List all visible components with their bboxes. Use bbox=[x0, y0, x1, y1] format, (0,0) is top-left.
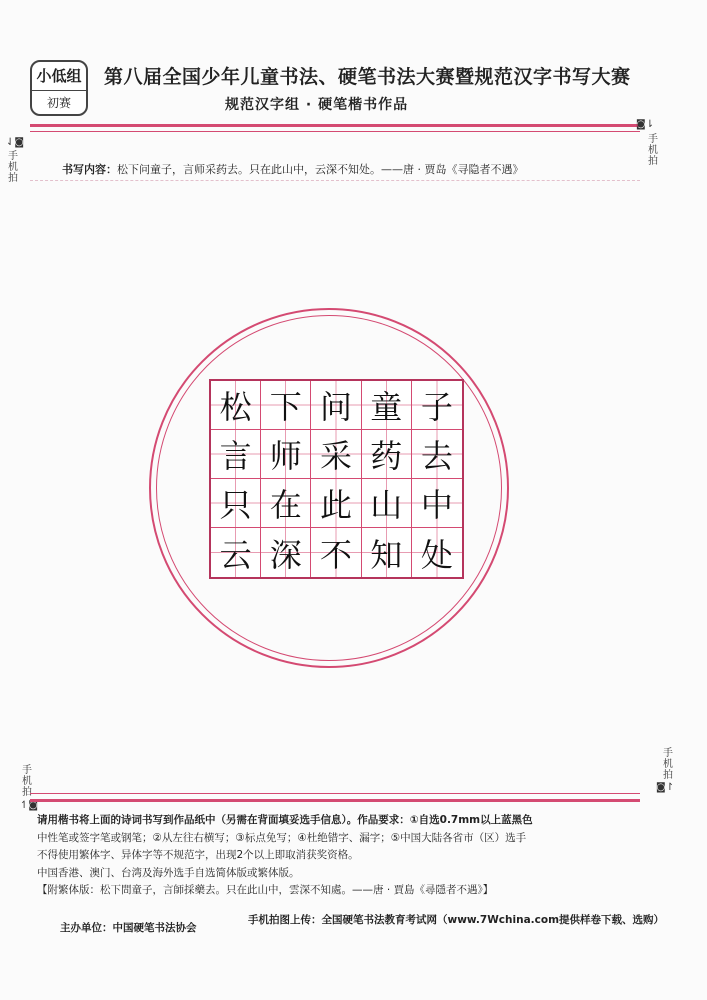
grid-cell: 不 bbox=[311, 528, 361, 577]
writing-content-text: 松下问童子，言师采药去。只在此山中，云深不知处。——唐 · 贾岛《寻隐者不遇》 bbox=[117, 163, 524, 176]
page-title: 第八届全国少年儿童书法、硬笔书法大赛暨规范汉字书写大赛 bbox=[104, 66, 631, 88]
writing-content-label: 书写内容： bbox=[62, 163, 117, 176]
camera-icon-top-left: ⇃◙ bbox=[6, 137, 25, 148]
writing-grid bbox=[209, 379, 464, 579]
upload-info: 手机拍图上传：全国硬笔书法教育考试网（www.7Wchina.com提供样卷下载、选购） bbox=[248, 914, 665, 926]
footer-rule-thin bbox=[30, 793, 640, 794]
grid-cell: 药 bbox=[362, 430, 412, 479]
phone-shoot-label-top-left: 手 机 拍 bbox=[8, 151, 18, 184]
content-divider bbox=[30, 180, 640, 181]
grid-cell: 松 bbox=[211, 381, 261, 430]
grid-cell: 师 bbox=[261, 430, 311, 479]
group-badge bbox=[30, 60, 88, 116]
grid-cell: 此 bbox=[311, 479, 361, 528]
camera-icon-bottom-right: ◙↾ bbox=[656, 782, 675, 793]
footer-rule-thick bbox=[30, 799, 640, 802]
grid-cell: 采 bbox=[311, 430, 361, 479]
header-rule-thick bbox=[30, 124, 640, 127]
grid-cell: 在 bbox=[261, 479, 311, 528]
writing-content bbox=[62, 161, 524, 177]
phone-shoot-label-top-right: 手 机 拍 bbox=[648, 134, 658, 167]
badge-group-label: 小低组 bbox=[32, 62, 86, 91]
camera-icon-bottom-left: ↿◙ bbox=[20, 800, 39, 811]
grid-cell: 子 bbox=[412, 381, 462, 430]
grid-cell: 处 bbox=[412, 528, 462, 577]
grid-cell: 只 bbox=[211, 479, 261, 528]
grid-cell: 童 bbox=[362, 381, 412, 430]
grid-cell: 深 bbox=[261, 528, 311, 577]
grid-cell: 山 bbox=[362, 479, 412, 528]
traditional-version-line: 【附繁体版：松下問童子，言師採藥去。只在此山中，雲深不知處。——唐 · 賈島《尋隱者不遇》】 bbox=[37, 884, 494, 896]
badge-stage-label: 初赛 bbox=[46, 96, 71, 110]
instruction-line: 中性笔或签字笔或钢笔；②从左往右横写；③标点免写；④杜绝错字、漏字；⑤中国大陆各省市（区）选手 bbox=[37, 831, 527, 844]
instruction-line: 请用楷书将上面的诗词书写到作品纸中（另需在背面填妥选手信息）。作品要求：①自选0.7mm以上蓝黑色 bbox=[37, 814, 533, 826]
phone-shoot-label-bottom-left: 手 机 拍 bbox=[22, 765, 32, 798]
instructions bbox=[37, 812, 667, 900]
page-subtitle: 规范汉字组 · 硬笔楷书作品 bbox=[225, 97, 409, 113]
header-rule-thin bbox=[30, 131, 640, 132]
instruction-line: 不得使用繁体字、异体字等不规范字，出现2个以上即取消获奖资格。 bbox=[37, 849, 359, 861]
grid-cell: 去 bbox=[412, 430, 462, 479]
organizer-label: 主办单位：中国硬笔书法协会 bbox=[60, 922, 197, 934]
grid-cell: 下 bbox=[261, 381, 311, 430]
grid-cell: 云 bbox=[211, 528, 261, 577]
grid-cell: 问 bbox=[311, 381, 361, 430]
grid-cell: 中 bbox=[412, 479, 462, 528]
grid-cell: 言 bbox=[211, 430, 261, 479]
camera-icon-top-right: ◙⇂ bbox=[636, 119, 655, 130]
grid-cell: 知 bbox=[362, 528, 412, 577]
phone-shoot-label-bottom-right: 手 机 拍 bbox=[663, 748, 673, 781]
instruction-line: 中国香港、澳门、台湾及海外选手自选简体版或繁体版。 bbox=[37, 866, 300, 879]
